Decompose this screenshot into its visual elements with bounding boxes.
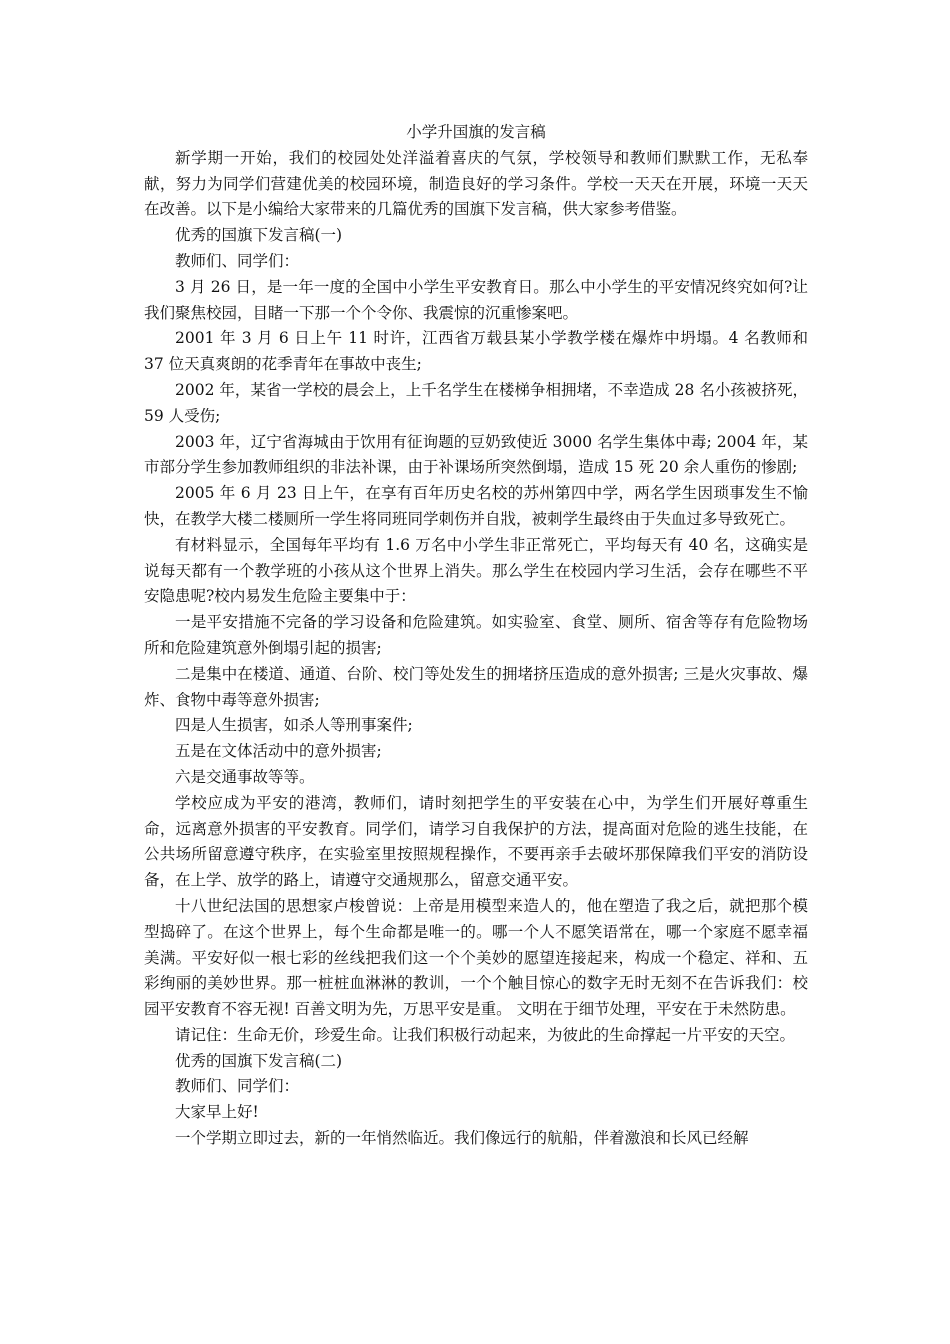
list-item: 五是在文体活动中的意外损害; — [175, 742, 382, 761]
paragraph: 有材料显示，全国每年平均有 1.6 万名中小学生非正常死亡，平均每天有 40 名，这确实是说每天都有一个教学班的小孩从这个世界上消失。那么学生在校园内学习生活，会存在哪些不平安隐患呢?校内易发生危险主要集中于： — [144, 535, 808, 606]
paragraph: 一个学期立即过去，新的一年悄然临近。我们像远行的航船，伴着激浪和长风已经解 — [175, 1129, 749, 1148]
paragraph: 2005 年 6 月 23 日上午，在享有百年历史名校的苏州第四中学，两名学生因琐事发生不愉快，在教学大楼二楼厕所一学生将同班同学刺伤并自戕，被刺学生最终由于失血过多导致死亡。 — [144, 484, 808, 528]
paragraph: 请记住：生命无价，珍爱生命。让我们积极行动起来，为彼此的生命撑起一片平安的天空。 — [175, 1025, 796, 1044]
list-item: 一是平安措施不完备的学习设备和危险建筑。如实验室、食堂、厕所、宿舍等存有危险物场所和危险建筑意外倒塌引起的损害; — [144, 613, 808, 657]
paragraph: 十八世纪法国的思想家卢梭曾说：上帝是用模型来造人的，他在塑造了我之后，就把那个模型捣碎了。在这个世界上，每个生命都是唯一的。哪一个人不愿笑语常在，哪一个家庭不愿幸福美满。平安好似一根七彩的丝线把我们这一个个美妙的愿望连接起来，构成一个稳定、祥和、五彩绚丽的美妙世界。那一桩桩血淋淋的教训，一个个触目惊心的数字无时无刻不在告诉我们：校园平安教育不容无视! 百善文明为先，万思平安是重。 文明在于细节处理，平安在于未然防患。 — [144, 896, 808, 1019]
list-item: 六是交通事故等等。 — [175, 767, 315, 786]
paragraph: 学校应成为平安的港湾，教师们，请时刻把学生的平安装在心中，为学生们开展好尊重生命，远离意外损害的平安教育。同学们，请学习自我保护的方法，提高面对危险的逃生技能，在公共场所留意遵守秩序，在实验室里按照规程操作，不要再亲手去破坏那保障我们平安的消防设备，在上学、放学的路上，请遵守交通规那么，留意交通平安。 — [144, 793, 808, 890]
list-item: 二是集中在楼道、通道、台阶、校门等处发生的拥堵挤压造成的意外损害; 三是火灾事故、爆炸、食物中毒等意外损害; — [144, 664, 808, 709]
list-item: 四是人生损害，如杀人等刑事案件; — [175, 716, 413, 735]
paragraph: 3 月 26 日，是一年一度的全国中小学生平安教育日。那么中小学生的平安情况终究如何?让我们聚焦校园，目睹一下那一个个令你、我震惊的沉重惨案吧。 — [144, 277, 808, 322]
salutation-2: 教师们、同学们： — [175, 1077, 300, 1096]
greeting: 大家早上好! — [175, 1103, 259, 1122]
salutation-1: 教师们、同学们： — [175, 251, 300, 270]
section-heading-1: 优秀的国旗下发言稿(一) — [175, 226, 343, 245]
paragraph: 2001 年 3 月 6 日上午 11 时许，江西省万载县某小学教学楼在爆炸中坍塌。4 名教师和 37 位天真爽朗的花季青年在事故中丧生; — [144, 329, 808, 374]
paragraph-intro: 新学期一开始，我们的校园处处洋溢着喜庆的气氛，学校领导和教师们默默工作，无私奉献，努力为同学们营建优美的校园环境，制造良好的学习条件。学校一天天在开展，环境一天天在改善。以下是小编给大家带来的几篇优秀的国旗下发言稿，供大家参考借鉴。 — [144, 148, 808, 219]
paragraph: 2003 年，辽宁省海城由于饮用有征询题的豆奶致使近 3000 名学生集体中毒; 2004 年，某市部分学生参加教师组织的非法补课，由于补课场所突然倒塌，造成 15 死 20 余人重伤的惨剧; — [144, 432, 808, 477]
paragraph: 2002 年，某省一学校的晨会上，上千名学生在楼梯争相拥堵，不幸造成 28 名小孩被挤死，59 人受伤; — [144, 380, 808, 425]
section-heading-2: 优秀的国旗下发言稿(二) — [175, 1051, 343, 1070]
document-page — [144, 120, 808, 1152]
document-title: 小学升国旗的发言稿 — [406, 123, 546, 141]
